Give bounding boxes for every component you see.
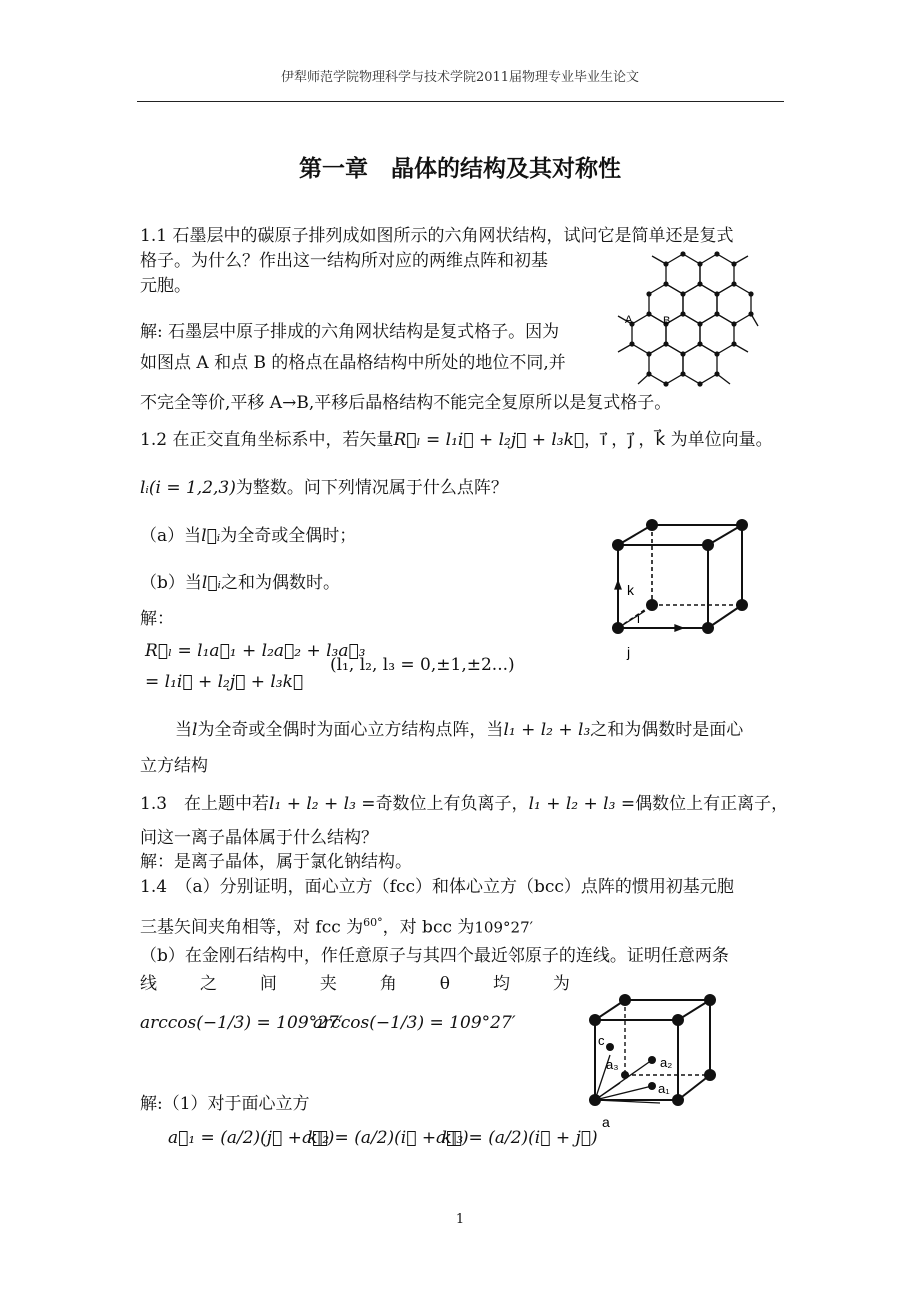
q14-b2-w4: 角	[379, 974, 397, 994]
q14-line2a: 三基矢间夹角相等，对 fcc 为	[140, 917, 364, 938]
q11-line1: 1.1 石墨层中的碳原子排列成如图所示的六角网状结构，试问它是简单还是复式	[140, 226, 734, 246]
a1-label: a₁	[658, 1081, 670, 1096]
arccos-formula-2: arccos(−1/3) = 109°27′	[313, 1013, 516, 1033]
q14-b2-w5: θ	[439, 974, 451, 994]
q12-prefix: 1.2 在正交直角坐标系中，若矢量	[140, 430, 394, 450]
a2-label: a₂	[660, 1055, 673, 1070]
q12-part-b	[140, 571, 340, 595]
chapter-title: 第一章 晶体的结构及其对称性	[299, 155, 621, 182]
q14-b-line2	[140, 972, 570, 996]
j-label: j	[627, 644, 631, 660]
bcc-angle: 109°27′	[474, 918, 534, 937]
q13-sum2: l₁ + l₂ + l₃ =	[528, 794, 636, 814]
q12-formula: R⃗ₗ = l₁i⃗ + l₂j⃗ + l₃k⃗	[393, 430, 585, 450]
q12-a-prefix: （a）当	[140, 526, 202, 546]
q13-line1	[140, 792, 788, 816]
q12-b-prefix: （b）当	[140, 573, 202, 593]
page-header: 伊犁师范学院物理科学与技术学院2011届物理专业毕业生论文	[280, 70, 640, 85]
q12-eq2: = l₁i⃗ + l₂j⃗ + l₃k⃗	[145, 672, 304, 692]
q12-li-range: lᵢ(i = 1,2,3)	[140, 478, 236, 498]
c-label: c	[598, 1033, 605, 1048]
q12-concl-b: 为全奇或全偶时为面心立方结构点阵，当	[197, 720, 504, 740]
graphite-hexagon-figure	[608, 244, 760, 394]
q12-b-math: l⃗ᵢ	[201, 573, 221, 593]
arccos-formula-1: arccos(−1/3) = 109°27′	[140, 1013, 343, 1033]
q12-solution-label: 解：	[140, 609, 174, 629]
q12-units: ，i⃗ ，j⃗ ，k⃗ 为单位向量。	[584, 430, 773, 450]
q13-line2: 问这一离子晶体属于什么结构？	[140, 828, 378, 848]
q14-b2-w3: 夹	[319, 974, 337, 994]
q12-line2-text: 为整数。问下列情况属于什么点阵？	[235, 478, 508, 498]
q13-answer: 解：是离子晶体，属于氯化钠结构。	[140, 852, 412, 872]
diamond-structure-figure	[580, 985, 730, 1135]
fcc-angle: 60°	[363, 916, 383, 929]
k-label: k	[627, 582, 634, 598]
q12-concl-c: 之和为偶数时是面心	[590, 720, 744, 740]
cubic-lattice-figure	[605, 515, 755, 665]
q12-concl-l: l	[192, 720, 198, 740]
q14-line1: 1.4 （a）分别证明，面心立方（fcc）和体心立方（bcc）点阵的惯用初基元胞	[140, 877, 734, 897]
q14-solution-label: 解:（1）对于面心立方	[140, 1094, 310, 1114]
q14-b2-w6: 均	[492, 974, 510, 994]
q11-answer1: 解: 石墨层中原子排成的六角网状结构是复式格子。因为	[140, 322, 560, 342]
q14-b2-w7: 为	[552, 974, 570, 994]
q12-eq1: R⃗ₗ = l₁a⃗₁ + l₂a⃗₂ + l₃a⃗₃	[145, 641, 366, 661]
q12-conclusion	[175, 718, 743, 742]
q14-b2-w1: 之	[199, 974, 217, 994]
a3-label: a₃	[606, 1057, 619, 1072]
q11-answer3: 不完全等价,平移 A→B,平移后晶格结构不能完全复原所以是复式格子。	[140, 393, 672, 413]
fcc-a2: a⃗₂ = (a/2)(i⃗ + k⃗)	[302, 1128, 469, 1148]
q12-concl-a: 当	[175, 720, 192, 740]
q12-line1	[140, 428, 773, 452]
q12-line2	[140, 476, 508, 500]
point-a-label: A	[625, 314, 633, 326]
q14-b2-w0: 线	[140, 974, 157, 994]
q14-b-line1: （b）在金刚石结构中，作任意原子与其四个最近邻原子的连线。证明任意两条	[140, 946, 729, 966]
i-label: i	[637, 611, 640, 626]
q14-line2	[140, 911, 533, 940]
point-b-label: B	[663, 315, 671, 327]
fcc-a3: a⃗₃ = (a/2)(i⃗ + j⃗)	[436, 1128, 598, 1148]
q12-a-text: 为全奇或全偶时；	[220, 526, 357, 546]
q12-concl-sum: l₁ + l₂ + l₃	[503, 720, 591, 740]
q14-line2b: ，对 bcc 为	[382, 917, 475, 938]
fcc-a1: a⃗₁ = (a/2)(j⃗ + k⃗)	[168, 1128, 335, 1148]
q13-end: 偶数位上有正离子，	[635, 794, 789, 814]
q12-a-math: l⃗ᵢ	[201, 526, 221, 546]
a-label: a	[602, 1114, 610, 1130]
q12-conclusion-end: 立方结构	[140, 756, 208, 776]
q11-answer2: 如图点 A 和点 B 的格点在晶格结构中所处的地位不同,并	[140, 353, 566, 373]
q12-eq-range: (l₁, l₂, l₃ = 0,±1,±2...)	[330, 655, 515, 675]
q11-line2: 格子。为什么？作出这一结构所对应的两维点阵和初基	[140, 251, 548, 271]
q12-part-a	[140, 524, 356, 548]
q13-sum1: l₁ + l₂ + l₃ =	[269, 794, 376, 814]
header-rule	[137, 101, 784, 102]
q13-mid: 奇数位上有负离子，	[375, 794, 529, 814]
q14-b2-w2: 间	[259, 974, 277, 994]
page-number: 1	[455, 1212, 465, 1227]
q12-b-text: 之和为偶数时。	[220, 573, 340, 593]
q11-line3: 元胞。	[140, 276, 191, 296]
q13-prefix: 1.3 在上题中若	[140, 794, 270, 814]
